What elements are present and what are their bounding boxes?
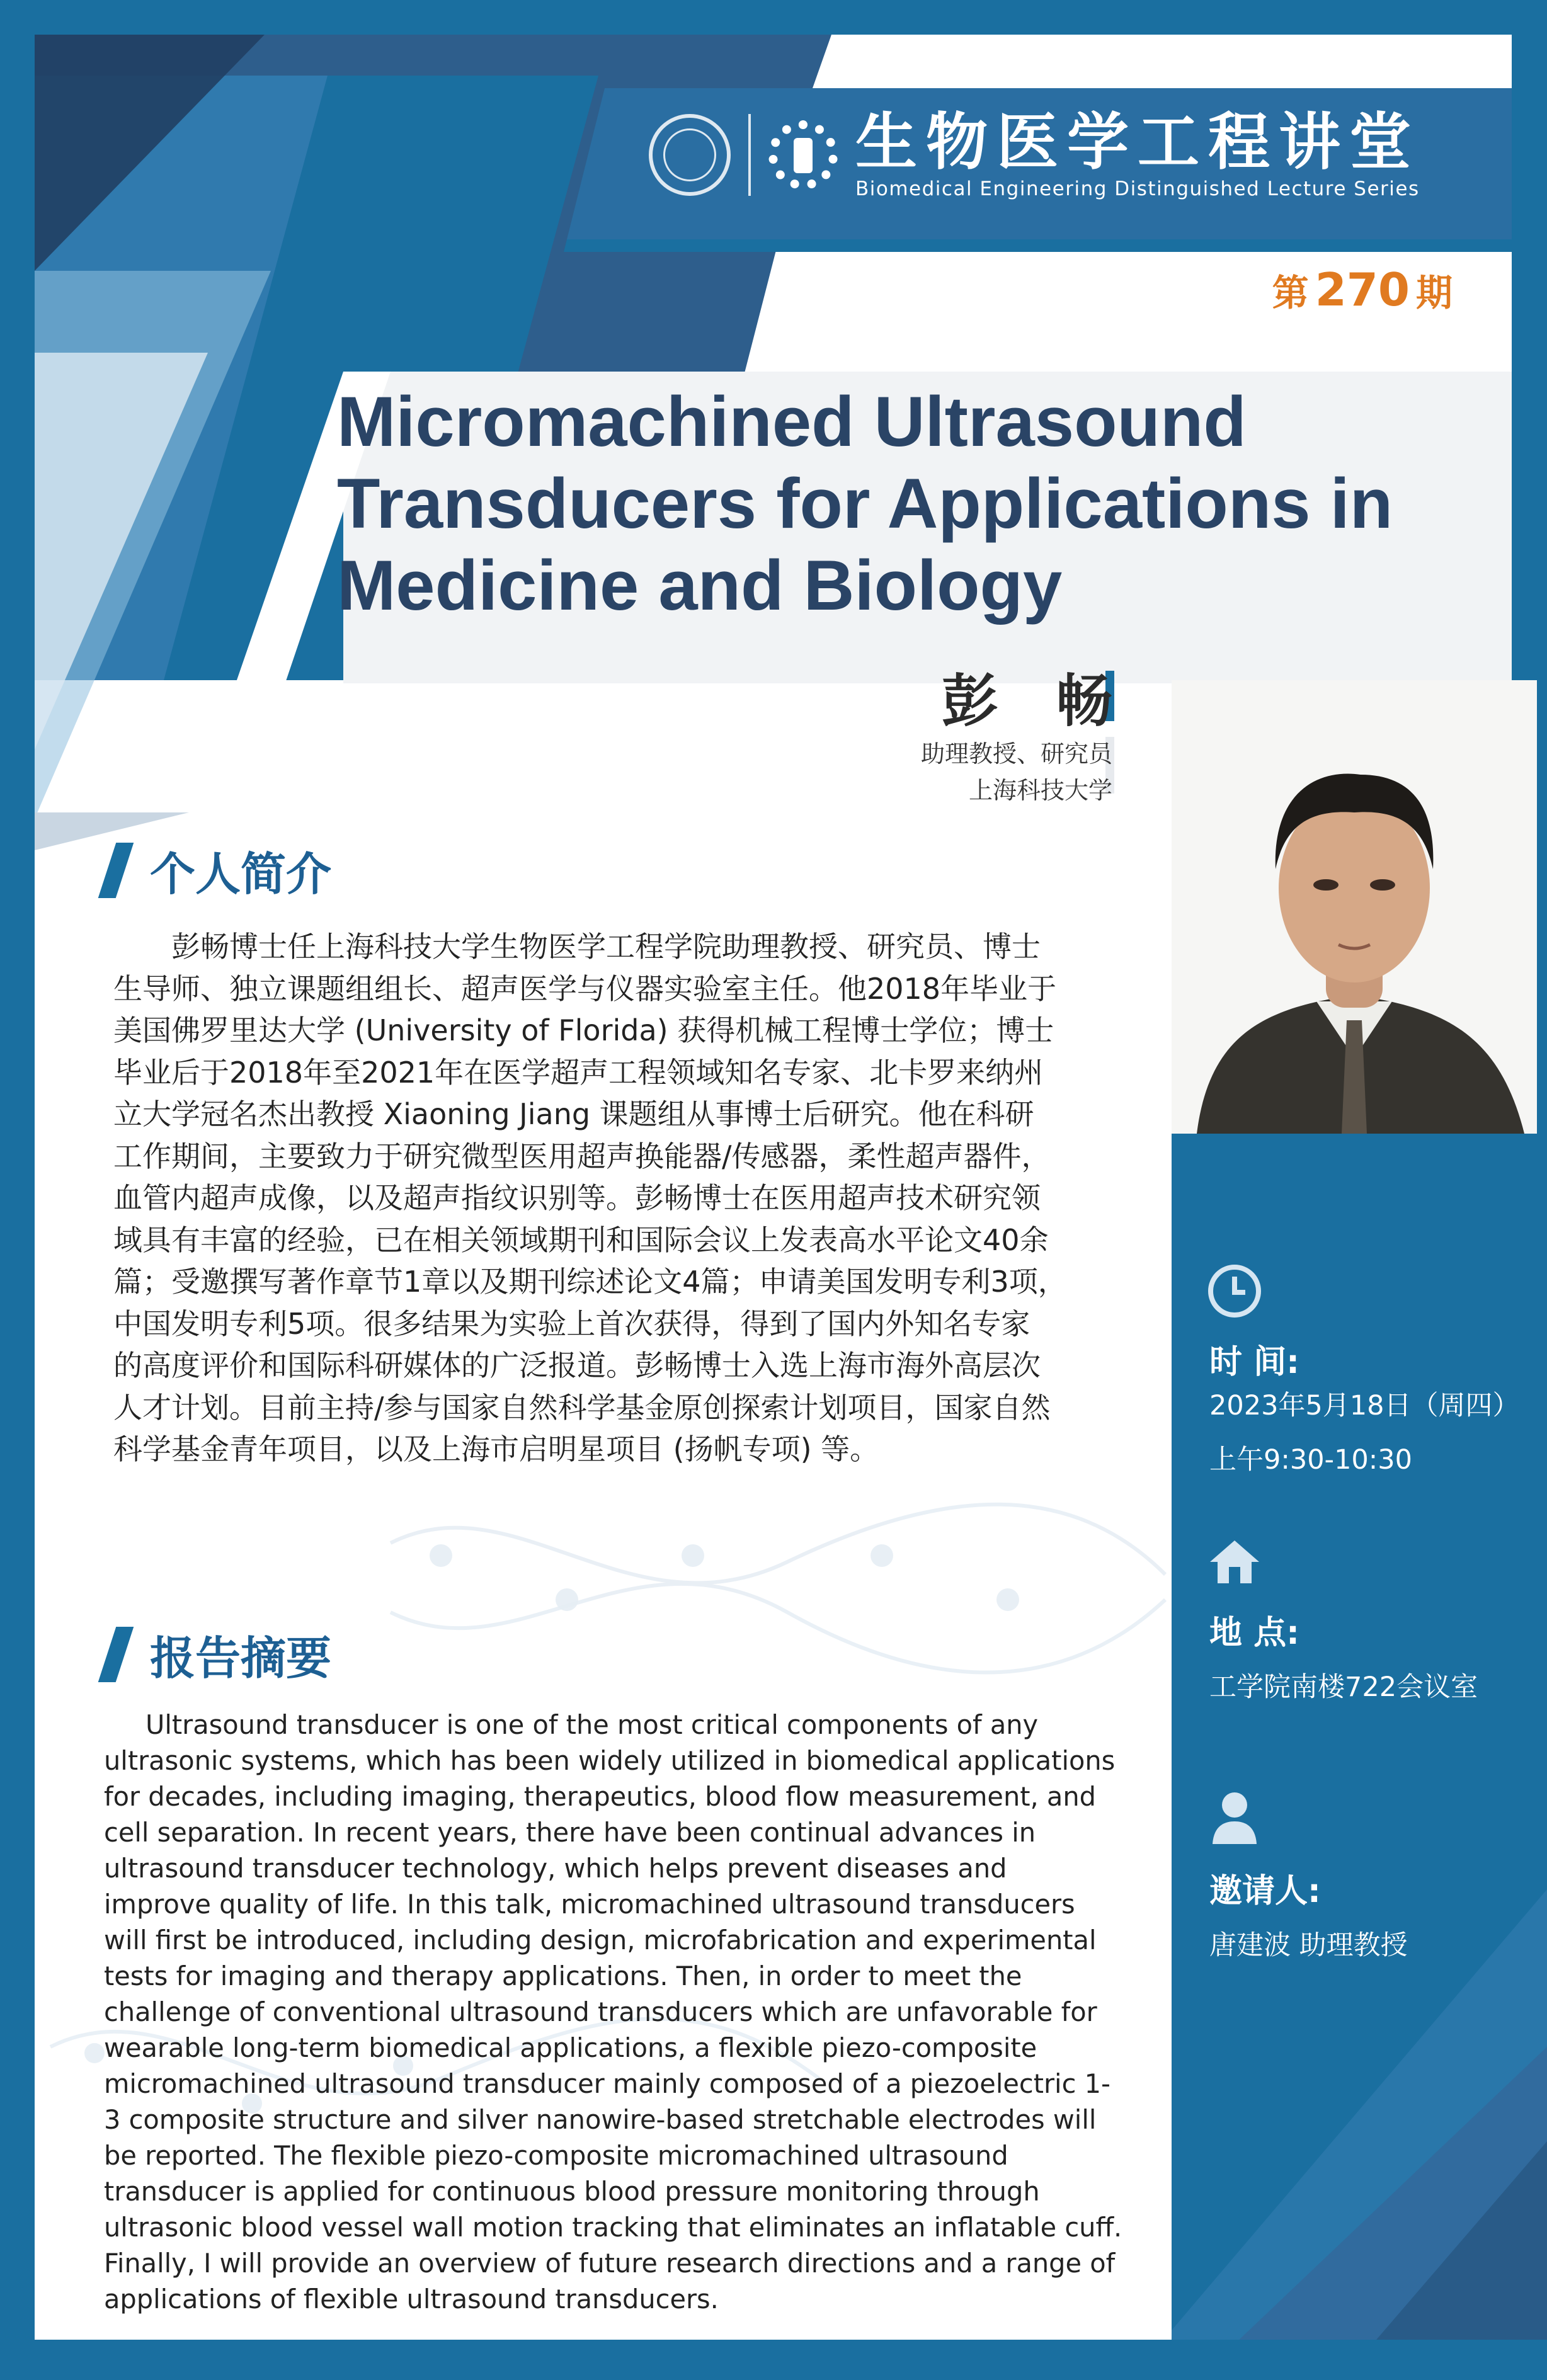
abstract-text (104, 1707, 1162, 2317)
abstract-line: challenge of conventional ultrasound transducers which are unfavorable for (104, 1996, 1097, 2027)
abstract-title: 报告摘要 (150, 1632, 332, 1685)
issue-prefix: 第 (1272, 271, 1309, 314)
issue-suffix: 期 (1415, 271, 1453, 314)
bio-line: 篇；受邀撰写著作章节1章以及期刊综述论文4篇；申请美国发明专利3项， (113, 1265, 1067, 1299)
bio-line: 人才计划。目前主持/参与国家自然科学基金原创探索计划项目，国家自然 (113, 1390, 1051, 1425)
speaker-info (920, 668, 1131, 809)
bio-line: 中国发明专利5项。很多结果为实验上首次获得，得到了国内外知名专家 (113, 1306, 1030, 1341)
bio-line: 毕业后于2018年至2021年在医学超声工程领域知名专家、北卡罗来纳州 (113, 1055, 1044, 1090)
speaker-portrait-image (1172, 680, 1537, 1134)
abstract-line: tests for imaging and therapy applications. Then, in order to meet the (104, 1961, 1022, 1991)
talk-title-line: Micromachined Ultrasound (337, 382, 1247, 461)
talk-title-line: Medicine and Biology (337, 546, 1063, 625)
abstract-line: ultrasound transducer technology, which helps prevent diseases and (104, 1853, 1007, 1884)
bio-title: 个人简介 (150, 848, 332, 901)
bio-line: 美国佛罗里达大学 (University of Florida) 获得机械工程博士学位；博士 (113, 1013, 1054, 1047)
bio-heading (107, 838, 331, 903)
series-title (855, 106, 1420, 200)
abstract-line: will first be introduced, including design, microfabrication and experimental (104, 1925, 1097, 1956)
time-label: 时 间: (1209, 1343, 1299, 1381)
bme-gear-logo (768, 120, 838, 190)
abstract-line: ultrasonic systems, which has been widely utilized in biomedical applications (104, 1745, 1116, 1776)
speaker-name: 彭 畅 (941, 668, 1131, 734)
abstract-line: micromachined ultrasound transducer mainly composed of a piezoelectric 1- (104, 2068, 1110, 2099)
bio-line: 的高度评价和国际科研媒体的广泛报道。彭畅博士入选上海市海外高层次 (113, 1348, 1041, 1382)
speaker-affiliation: 上海科技大学 (968, 777, 1112, 804)
event-date: 2023年5月18日（周四） (1209, 1390, 1520, 1421)
abstract-line: Finally, I will provide an overview of future research directions and a range of (104, 2248, 1116, 2279)
abstract-line: cell separation. In recent years, there have been continual advances in (104, 1817, 1036, 1848)
home-icon (1206, 1537, 1263, 1587)
abstract-line: 3 composite structure and silver nanowire-based stretchable electrodes will (104, 2104, 1097, 2135)
bio-line: 工作期间，主要致力于研究微型医用超声换能器/传感器，柔性超声器件， (113, 1139, 1051, 1173)
header (649, 106, 1420, 200)
series-title-cn: 生物医学工程讲堂 (855, 106, 1420, 178)
bio-line: 彭畅博士任上海科技大学生物医学工程学院助理教授、研究员、博士 (113, 930, 1041, 964)
bio-line: 血管内超声成像，以及超声指纹识别等。彭畅博士在医用超声技术研究领 (113, 1181, 1041, 1215)
speaker-position: 助理教授、研究员 (920, 740, 1112, 768)
issue-number (1272, 263, 1453, 316)
abstract-line: wearable long-term biomedical applications, a flexible piezo-composite (104, 2032, 1037, 2063)
event-place: 工学院南楼722会议室 (1209, 1671, 1478, 1703)
issue-number-value: 270 (1315, 263, 1410, 316)
abstract-line: be reported. The flexible piezo-composite micromachined ultrasound (104, 2140, 1008, 2171)
talk-title (337, 381, 1420, 627)
speaker-photo (1172, 680, 1537, 1134)
host-label: 邀请人: (1209, 1872, 1321, 1910)
abstract-line: Ultrasound transducer is one of the most critical components of any (104, 1709, 1039, 1740)
abstract-line: ultrasonic blood vessel wall motion tracking that eliminates an inflatable cuff. (104, 2212, 1122, 2243)
event-time: 上午9:30-10:30 (1209, 1444, 1412, 1476)
abstract-line: for decades, including imaging, therapeutics, blood flow measurement, and (104, 1781, 1096, 1812)
bio-line: 科学基金青年项目，以及上海市启明星项目 (扬帆专项) 等。 (113, 1432, 879, 1466)
logo-divider (748, 114, 751, 196)
abstract-line: improve quality of life. In this talk, micromachined ultrasound transducers (104, 1889, 1075, 1920)
clock-icon (1206, 1263, 1263, 1319)
abstract-heading (107, 1622, 331, 1687)
bio-line: 生导师、独立课题组组长、超声医学与仪器实验室主任。他2018年毕业于 (113, 971, 1057, 1006)
abstract-line: transducer is applied for continuous blood pressure monitoring through (104, 2176, 1040, 2207)
abstract-line: applications of flexible ultrasound transducers. (104, 2284, 719, 2315)
event-host: 唐建波 助理教授 (1209, 1930, 1408, 1961)
place-label: 地 点: (1209, 1614, 1299, 1652)
talk-title-line: Transducers for Applications in (337, 464, 1393, 543)
bio-text (113, 926, 1156, 1471)
person-icon (1206, 1789, 1263, 1845)
bio-line: 立大学冠名杰出教授 Xiaoning Jiang 课题组从事博士后研究。他在科研 (113, 1097, 1034, 1131)
bio-line: 域具有丰富的经验，已在相关领域期刊和国际会议上发表高水平论文40余 (113, 1222, 1049, 1257)
series-title-en: Biomedical Engineering Distinguished Lecture Series (855, 177, 1420, 200)
university-seal-logo (649, 114, 731, 196)
